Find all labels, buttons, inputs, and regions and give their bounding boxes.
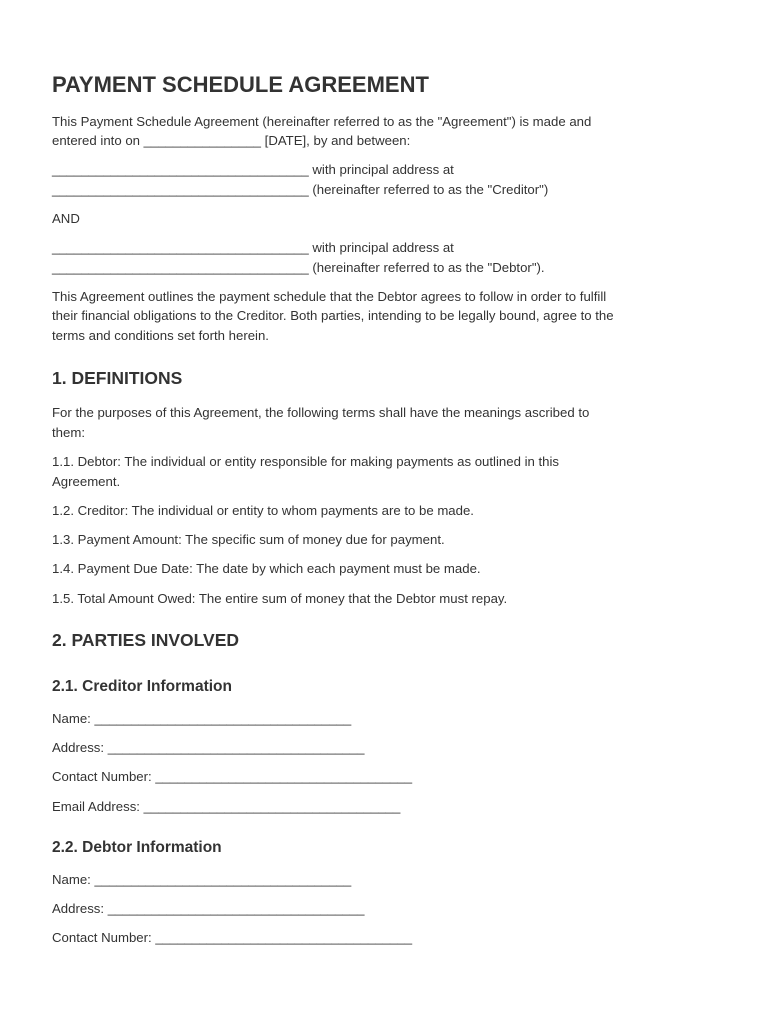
and-label: AND: [52, 211, 80, 226]
outline-line-3: terms and conditions set forth herein.: [52, 328, 269, 343]
outline-line-2: their financial obligations to the Creditor. Both parties, intending to be legally bound, agree to the: [52, 308, 614, 323]
definition-item-1-line-1: 1.1. Debtor: The individual or entity responsible for making payments as outlined in this: [52, 454, 560, 469]
parties-heading: 2. PARTIES INVOLVED: [52, 630, 240, 650]
definitions-intro-line-1: For the purposes of this Agreement, the following terms shall have the meanings ascribed to: [52, 405, 590, 420]
creditor-party-line-2: ___________________________________ (hereinafter referred to as the "Creditor"): [52, 182, 549, 197]
creditor-name-field: Name: ___________________________________: [52, 711, 352, 726]
creditor-email-field: Email Address: ___________________________________: [52, 799, 401, 814]
definitions-intro-line-2: them:: [52, 425, 85, 440]
outline-line-1: This Agreement outlines the payment schedule that the Debtor agrees to follow in order to fulfill: [52, 289, 607, 304]
definition-item-2: 1.2. Creditor: The individual or entity to whom payments are to be made.: [52, 503, 474, 518]
debtor-contact-field: Contact Number: ___________________________________: [52, 930, 413, 945]
debtor-party-line-2: ___________________________________ (hereinafter referred to as the "Debtor").: [52, 260, 545, 275]
debtor-address-field: Address: ___________________________________: [52, 901, 365, 916]
definitions-heading: 1. DEFINITIONS: [52, 368, 183, 388]
definition-item-4: 1.4. Payment Due Date: The date by which each payment must be made.: [52, 561, 481, 576]
definition-item-5: 1.5. Total Amount Owed: The entire sum of money that the Debtor must repay.: [52, 591, 508, 606]
debtor-party-line-1: ___________________________________ with principal address at: [52, 240, 454, 255]
definition-item-3: 1.3. Payment Amount: The specific sum of money due for payment.: [52, 532, 445, 547]
creditor-info-heading: 2.1. Creditor Information: [52, 678, 232, 695]
definition-item-1-line-2: Agreement.: [52, 474, 121, 489]
debtor-name-field: Name: ___________________________________: [52, 872, 352, 887]
creditor-contact-field: Contact Number: ___________________________________: [52, 769, 413, 784]
creditor-address-field: Address: ___________________________________: [52, 740, 365, 755]
intro-line-1: This Payment Schedule Agreement (hereinafter referred to as the "Agreement") is made and: [52, 114, 592, 129]
debtor-info-heading: 2.2. Debtor Information: [52, 839, 222, 856]
creditor-party-line-1: ___________________________________ with principal address at: [52, 162, 454, 177]
document-title: PAYMENT SCHEDULE AGREEMENT: [52, 72, 429, 97]
intro-line-2: entered into on ________________ [DATE], by and between:: [52, 133, 411, 148]
